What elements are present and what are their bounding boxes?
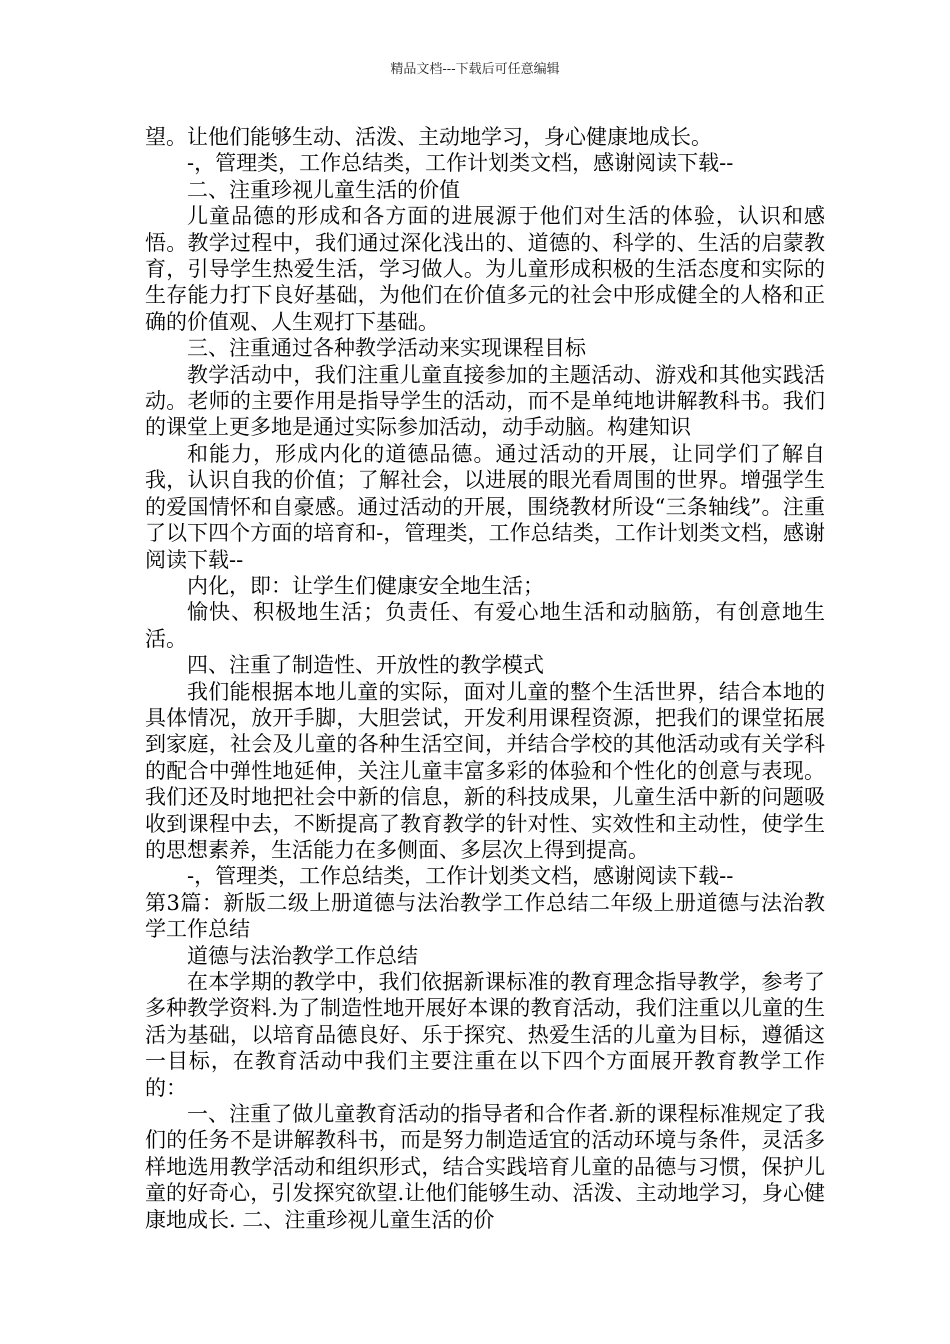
- chapter-title: 第3篇：新版二级上册道德与法治教学工作总结二年级上册道德与法治教学工作总结: [145, 890, 825, 942]
- paragraph: 我们能根据本地儿童的实际，面对儿童的整个生活世界，结合本地的具体情况，放开手脚，大胆尝试，开发利用课程资源，把我们的课堂拓展到家庭，社会及儿童的各种生活空间，并结合学校的其他活动或有关学科的配合中弹性地延伸，关注儿童丰富多彩的体验和个性化的创意与表现。我们还及时地把社会中新的信息，新的科技成果，儿童生活中新的问题吸收到课程中去，不断提高了教育教学的针对性、实效性和主动性，使学生的思想素养，生活能力在多侧面、多层次上得到提高。: [145, 679, 825, 862]
- section-heading: 四、注重了制造性、开放性的教学模式: [187, 653, 544, 678]
- paragraph: -，管理类，工作总结类，工作计划类文档，感谢阅读下载--: [187, 864, 734, 889]
- document-body: [145, 124, 825, 1233]
- section-heading: 二、注重珍视儿童生活的价值: [187, 177, 460, 202]
- section-heading: 道德与法治教学工作总结: [187, 943, 418, 968]
- paragraph: 在本学期的教学中，我们依据新课标准的教育理念指导教学，参考了多种教学资料.为了制造性地开展好本课的教育活动，我们注重以儿童的生活为基础，以培育品德良好、乐于探究、热爱生活的儿童为目标，遵循这一目标，在教育活动中我们主要注重在以下四个方面展开教育教学工作的：: [145, 970, 825, 1100]
- paragraph: -，管理类，工作总结类，工作计划类文档，感谢阅读下载--: [187, 151, 734, 176]
- section-heading: 三、注重通过各种教学活动来实现课程目标: [187, 336, 586, 361]
- paragraph: 儿童品德的形成和各方面的进展源于他们对生活的体验，认识和感悟。教学过程中，我们通过深化浅出的、道德的、科学的、生活的启蒙教育，引导学生热爱生活，学习做人。为儿童形成积极的生活态度和实际的生存能力打下良好基础，为他们在价值多元的社会中形成健全的人格和正确的价值观、人生观打下基础。: [145, 204, 825, 334]
- paragraph: 望。让他们能够生动、活泼、主动地学习，身心健康地成长。: [145, 125, 712, 149]
- paragraph: 愉快、积极地生活；负责任、有爱心地生活和动脑筋，有创意地生活。: [145, 600, 825, 651]
- paragraph: 教学活动中，我们注重儿童直接参加的主题活动、游戏和其他实践活动。老师的主要作用是指导学生的活动，而不是单纯地讲解教科书。我们的课堂上更多地是通过实际参加活动，动手动脑。构建知识: [145, 362, 825, 440]
- paragraph: 和能力，形成内化的道德品德。通过活动的开展，让同学们了解自我，认识自我的价值；了解社会，以进展的眼光看周围的世界。增强学生的爱国情怀和自豪感。通过活动的开展，围绕教材所设“三条轴线”。注重了以下四个方面的培育和-，管理类，工作总结类，工作计划类文档，感谢阅读下载--: [145, 441, 825, 572]
- paragraph: 内化，即：让学生们健康安全地生活；: [187, 573, 544, 598]
- paragraph: 一、注重了做儿童教育活动的指导者和合作者.新的课程标准规定了我们的任务不是讲解教科书，而是努力制造适宜的活动环境与条件，灵活多样地选用教学活动和组织形式，结合实践培育儿童的品德与习惯，保护儿童的好奇心，引发探究欲望.让他们能够生动、活泼、主动地学习，身心健康地成长. 二、注重珍视儿童生活的价: [145, 1102, 825, 1232]
- page-header: 精品文档---下载后可任意编辑: [390, 62, 560, 77]
